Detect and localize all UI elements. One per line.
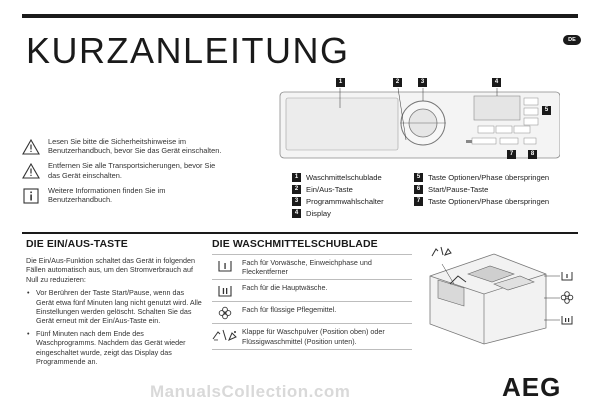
warning-icon xyxy=(22,163,40,179)
legend-number: 4 xyxy=(292,209,301,218)
page-title: KURZANLEITUNG xyxy=(26,30,350,71)
row-text: Fach für die Hauptwäsche. xyxy=(242,283,328,293)
note-item xyxy=(22,161,227,179)
callout-4: 4 xyxy=(492,78,501,87)
list-item: • Vor Berühren der Taste Start/Pause, wenn das Gerät etwa fünf Minuten lang nicht genutzt wird. Alle Einstellungen werden gelöscht. Schalten Sie das Gerät erneut mit der Ein/Aus-Taste ein. xyxy=(26,288,202,326)
control-panel-illustration xyxy=(278,79,560,160)
safety-notes xyxy=(22,137,227,210)
info-icon xyxy=(22,188,40,204)
legend-label: Taste Optionen/Phase überspringen xyxy=(428,172,550,182)
ein-aus-intro: Die Ein/Aus-Funktion schaltet das Gerät in folgenden Fällen automatisch aus, um den Stromverbrauch auf Null zu reduzieren: xyxy=(26,256,196,284)
ein-aus-body xyxy=(26,256,202,369)
legend-row xyxy=(292,171,384,183)
watermark: ManualsCollection.com xyxy=(150,382,351,401)
legend-row xyxy=(292,195,384,207)
top-rule xyxy=(22,14,578,18)
legend-label: Taste Optionen/Phase überspringen xyxy=(428,196,550,206)
flower-icon xyxy=(212,306,238,320)
legend-label: Start/Pause-Taste xyxy=(428,184,489,194)
section-heading-ein-aus: DIE EIN/AUS-TASTE xyxy=(26,238,128,250)
legend-number: 7 xyxy=(414,197,423,206)
detergent-drawer-illustration xyxy=(424,236,580,346)
drawer-front xyxy=(286,98,398,150)
drawer-drawing xyxy=(424,236,580,346)
legend-left xyxy=(292,171,384,219)
table-row xyxy=(212,254,412,279)
note-text: Entfernen Sie alle Transportsicherungen, bevor Sie das Gerät einschalten. xyxy=(48,161,216,180)
legend-row xyxy=(414,183,549,195)
callout-3: 3 xyxy=(418,78,427,87)
legend-label: Ein/Aus-Taste xyxy=(306,184,353,194)
row-text: Fach für flüssige Pflegemittel. xyxy=(242,305,337,315)
callout-7: 7 xyxy=(507,150,516,159)
callout-5: 5 xyxy=(542,106,551,115)
row-text: Fach für Vorwäsche, Einweichphase und Fleckentferner xyxy=(242,258,372,277)
aeg-logo: AEG xyxy=(502,372,562,402)
legend-number: 5 xyxy=(414,173,423,182)
compartment-table xyxy=(212,254,412,350)
list-item: • Fünf Minuten nach dem Ende des Waschprogramms. Nachdem das Gerät wieder eingeschaltet wurde, zeigt das Display das Programmende an. xyxy=(26,329,202,367)
table-row xyxy=(212,323,412,349)
control-panel-drawing xyxy=(278,86,560,160)
callout-8: 8 xyxy=(528,150,537,159)
legend-number: 1 xyxy=(292,173,301,182)
legend-row xyxy=(292,183,384,195)
note-item xyxy=(22,186,227,204)
legend-number: 6 xyxy=(414,185,423,194)
section-divider xyxy=(22,232,578,234)
legend-label: Waschmittelschublade xyxy=(306,172,382,182)
language-badge: DE xyxy=(563,35,581,45)
callout-1: 1 xyxy=(336,78,345,87)
note-text: Weitere Informationen finden Sie im Benutzerhandbuch. xyxy=(48,185,166,205)
legend-row xyxy=(414,171,549,183)
note-text: Lesen Sie bitte die Sicherheitshinweise im Benutzerhandbuch, bevor Sie das Gerät einschalten. xyxy=(48,137,222,156)
ein-aus-list xyxy=(26,288,202,366)
legend-number: 3 xyxy=(292,197,301,206)
section-heading-waschmittel: DIE WASCHMITTELSCHUBLADE xyxy=(212,238,378,250)
legend-row xyxy=(292,207,384,219)
legend-row xyxy=(414,195,549,207)
row-text: Klappe für Waschpulver (Position oben) oder Flüssigwaschmittel (Position unten). xyxy=(242,327,385,346)
legend-number: 2 xyxy=(292,185,301,194)
legend-label: Programmwahlschalter xyxy=(306,196,384,206)
note-item xyxy=(22,137,227,155)
warning-icon xyxy=(22,139,40,155)
compartment-i-icon xyxy=(212,259,238,273)
callout-2: 2 xyxy=(393,78,402,87)
legend-label: Display xyxy=(306,208,331,218)
legend-right xyxy=(414,171,549,207)
table-row xyxy=(212,301,412,323)
display-panel xyxy=(474,96,520,120)
flap-icon xyxy=(212,328,238,342)
compartment-ii-icon xyxy=(212,284,238,298)
table-row xyxy=(212,279,412,301)
